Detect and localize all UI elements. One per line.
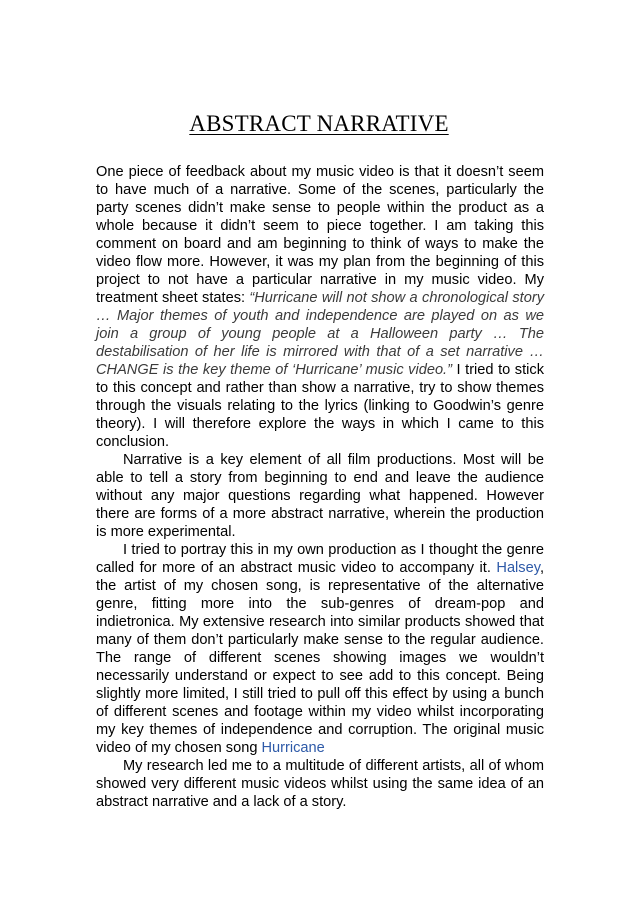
document-body: [96, 163, 544, 811]
halsey-link[interactable]: Halsey: [496, 560, 540, 576]
page-title: ABSTRACT NARRATIVE: [189, 111, 449, 136]
paragraph-3-middle: , the artist of my chosen song, is representative of the alternative genre, fitting more into the sub-genres of dream-pop and indietronica. My extensive research into similar products showed that many of them don’t particularly make sense to the regular audience. The range of different scenes showing images we wouldn’t necessarily understand or expect to see add to this concept. Being slightly more limited, I still tried to pull off this effect by using a bunch of different scenes and footage within my video whilst incorporating my key themes of independence and corruption. The original music video of my chosen song: [96, 560, 544, 756]
hurricane-link[interactable]: Hurricane: [261, 740, 325, 756]
paragraph-1-outro: I tried to stick to this concept and rather than show a narrative, try to show themes through the visuals relating to the lyrics (linking to Goodwin’s genre theory). I will therefore explore the ways in which I came to this conclusion.: [96, 362, 544, 450]
paragraph-1-intro: One piece of feedback about my music video is that it doesn’t seem to have much of a narrative. Some of the scenes, particularly the party scenes didn’t make sense to people within the product as a whole because it didn’t seem to piece together. I am taking this comment on board and am beginning to think of ways to make the video flow more. However, it was my plan from the beginning of this project to not have a particular narrative in my music video. My treatment sheet states:: [96, 164, 544, 306]
paragraph-2: Narrative is a key element of all film productions. Most will be able to tell a story from beginning to end and leave the audience without any major questions regarding what happened. However there are forms of a more abstract narrative, wherein the production is more experimental.: [96, 452, 544, 540]
treatment-quote: “Hurricane will not show a chronological story … Major themes of youth and independence are played on as we join a group of young people at a Halloween party … The destabilisation of her life is mirrored with that of a set narrative … CHANGE is the key theme of ‘Hurricane’ music video.”: [96, 290, 544, 378]
paragraph-4: My research led me to a multitude of different artists, all of whom showed very different music videos whilst using the same idea of an abstract narrative and a lack of a story.: [96, 758, 544, 810]
paragraph-3-intro: I tried to portray this in my own production as I thought the genre called for more of an abstract music video to accompany it.: [96, 542, 544, 576]
paragraph-1: [96, 163, 544, 451]
paragraph-3: [96, 541, 544, 757]
